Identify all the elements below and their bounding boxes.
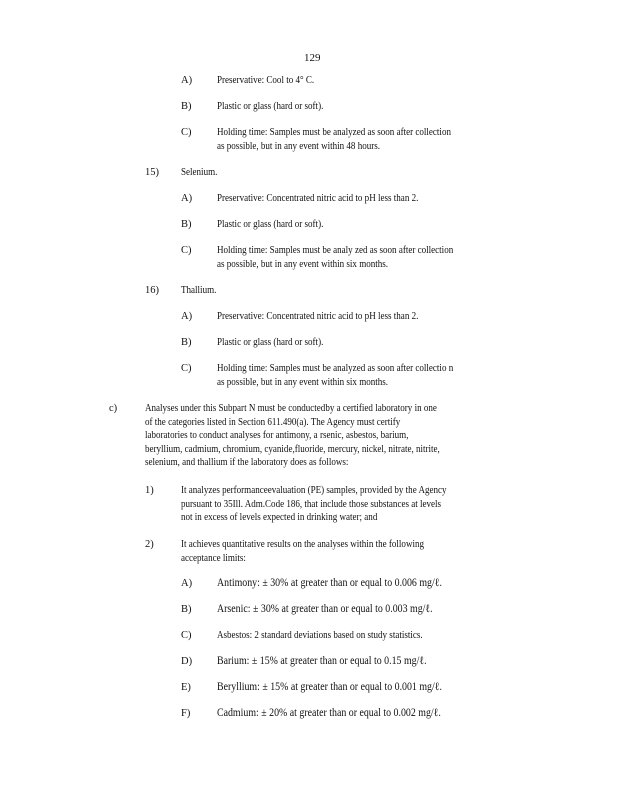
item-text: as possible, but in any event within 48 hours. — [217, 141, 381, 152]
section-number: 15) — [145, 167, 159, 178]
section-title: Selenium. — [181, 167, 218, 178]
limit-label: E) — [181, 682, 191, 693]
paragraph-line: of the categories listed in Section 611.490(a). The Agency must certify — [145, 416, 401, 428]
paragraph-line: selenium, and thallium if the laboratory does as follows: — [145, 457, 349, 468]
item-text: Holding time: Samples must be analy zed as soon after collection — [217, 245, 454, 256]
subitem-line: acceptance limits: — [181, 552, 246, 564]
subitem-line: pursuant to 35Ill. Adm.Code 186, that include those substances at levels — [181, 498, 442, 510]
limit-antimony: Antimony: ± 30% at greater than or equal to 0.006 mg/ℓ. — [217, 577, 442, 589]
limit-beryllium: Beryllium: ± 15% at greater than or equal to 0.001 mg/ℓ. — [217, 681, 442, 693]
item-text: Plastic or glass (hard or soft). — [217, 219, 324, 230]
item-text: as possible, but in any event within six months. — [217, 259, 389, 270]
page-number: 129 — [304, 52, 321, 64]
limit-label: A) — [181, 578, 193, 589]
item-label: C) — [181, 363, 192, 374]
item-text: Plastic or glass (hard or soft). — [217, 337, 324, 348]
item-label: A) — [181, 311, 193, 322]
subitem-line: not in excess of levels expected in drinking water; and — [181, 512, 378, 523]
item-label: A) — [181, 75, 193, 86]
item-text: Preservative: Cool to 4° C. — [217, 75, 315, 86]
limit-cadmium: Cadmium: ± 20% at greater than or equal to 0.002 mg/ℓ. — [217, 707, 441, 719]
item-label: B) — [181, 219, 192, 230]
item-text: Plastic or glass (hard or soft). — [217, 101, 324, 112]
item-label: A) — [181, 193, 193, 204]
item-text: Preservative: Concentrated nitric acid to pH less than 2. — [217, 193, 419, 204]
subitem-line: It analyzes performanceevaluation (PE) samples, provided by the Agency — [181, 485, 447, 496]
subitem-line: It achieves quantitative results on the analyses within the following — [181, 539, 425, 550]
limit-asbestos: Asbestos: 2 standard deviations based on study statistics. — [217, 630, 423, 641]
limit-label: B) — [181, 604, 192, 615]
limit-label: F) — [181, 708, 191, 719]
section-title: Thallium. — [181, 285, 217, 296]
item-text: Holding time: Samples must be analyzed as soon after collection — [217, 127, 451, 138]
subitem-label: 2) — [145, 539, 154, 550]
subitem-body — [181, 484, 490, 525]
paragraph-body — [145, 402, 488, 470]
limit-label: D) — [181, 656, 193, 667]
limit-arsenic: Arsenic: ± 30% at greater than or equal to 0.003 mg/ℓ. — [217, 603, 433, 615]
paragraph-line: laboratories to conduct analyses for antimony, a rsenic, asbestos, barium, — [145, 430, 409, 441]
item-label: C) — [181, 127, 192, 138]
section-number: 16) — [145, 285, 159, 296]
item-label: B) — [181, 101, 192, 112]
paragraph-line: beryllium, cadmium, chromium, cyanide,fluoride, mercury, nickel, nitrate, nitrite, — [145, 443, 440, 455]
paragraph-label: c) — [109, 403, 118, 414]
item-text: Preservative: Concentrated nitric acid to pH less than 2. — [217, 311, 419, 322]
limit-label: C) — [181, 630, 192, 641]
item-label: C) — [181, 245, 192, 256]
item-label: B) — [181, 337, 192, 348]
item-text: as possible, but in any event within six months. — [217, 377, 389, 388]
paragraph-line: Analyses under this Subpart N must be conductedby a certified laboratory in one — [145, 403, 437, 414]
subitem-body — [181, 538, 464, 565]
limit-barium: Barium: ± 15% at greater than or equal to 0.15 mg/ℓ. — [217, 655, 427, 667]
item-text: Holding time: Samples must be analyzed as soon after collectio n — [217, 363, 454, 374]
subitem-label: 1) — [145, 485, 154, 496]
